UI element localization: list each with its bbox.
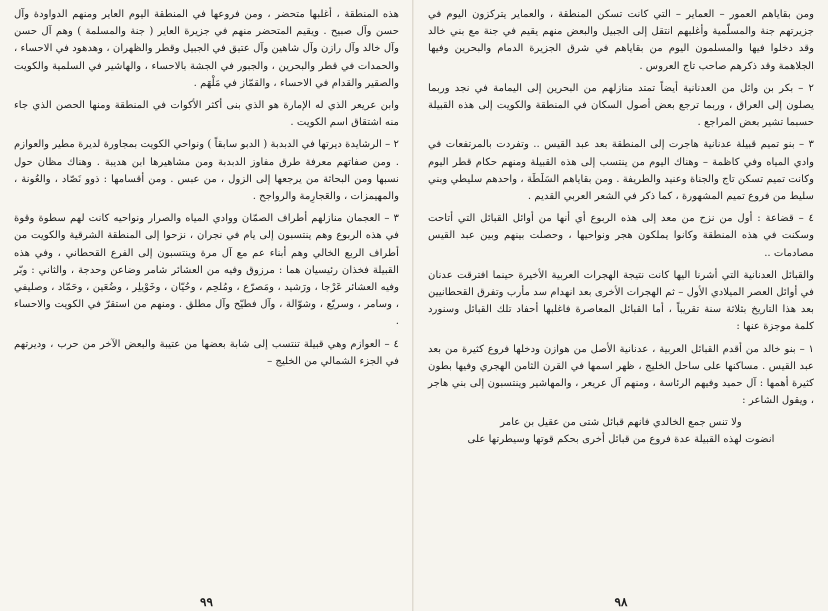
left-paragraph-2: وابن عريعر الذي له الإمارة هو الذي بنى أكثر الأكوات في المنطقة ومنها الحصن الذي جاء منه اشتقاق اسم الكويت .: [14, 100, 399, 129]
left-paragraph-1: هذه المنطقة ، أغلبها متحضر ، ومن فروعها في المنطقة اليوم العاير ومنهم الدواودة وآل حسن وآل صبيح . ويقيم المتحضر منهم في جزيرة العاير ( جنة والمسلمة ) وهم آل حسن وآل خالد وآل رازن وآل شاهين وآل عتيق في الجبيل وقطر والظهران ، وهدهود في الاحساء ، والحمدات في قطر والبحرين ، والجبور في الجشة بالاحساء ، والهاشير في السلمية والكويت والصقير والقدام في الاحساء ، والقمّاز في مَلْهَم .: [13, 9, 399, 89]
right-page: [414, 0, 828, 611]
right-paragraph-1: ومن بقاياهم العمور – العماير – التي كانت تسكن المنطقة ، والعماير يتركزون اليوم في جزيرتهم جنة والمسلّمية وأغلبهم انتقل إلى الجبيل والبعض منهم يقيم في جنة مع بني خالد وقد دخلوا فيها والمسلمون اليوم من بقاياهم في شرق الجزيرة الدمام والبحرين وفيها الجلاهمة وقد ذكرهم صاحب تاج العروس .: [428, 9, 814, 72]
left-paragraph-4: ٣ – العجمان منازلهم أطراف الصمّان ووادي المياه والصرار ونواحيه كانت لهم سطوة وقوة في هذه الربوع وهم ينتسبون إلى يام في نجران ، نزحوا إلى المنطقة الشرقية والكويت من أطراف الربع الخالي وهم أبناء عم مع آل مرة وينتسبون إلى الفرع القحطاني ، وفي هذه القبيلة فخذان رئيسيان هما : مرزوق وفيه من العشائر شامر وضاعن وحدجة ، والثاني : وبّر وفيه العشائر عَرْجا ، ورَشيد ، ومَصرّع ، ومُلحِم ، وحُيّان ، وخَوْيلِر ، وضُعَين ، وحَمّاد ، وصليفي ، وسامر ، وسريّع ، وشوّالة ، وآل فطيّح وآل مطلق . ومنهم من استقرّ في الكويت والاحساء .: [14, 213, 399, 328]
right-paragraph-5: والقبائل العدنانية التي أشرنا اليها كانت نتيجة الهجرات العربية الأخيرة حينما افترقت عدنان في أوائل العصر الميلادي الأول – ثم الهجرات الأخرى بعد انهدام سد مأرب وتفرق القحطانيين بعد هذا التاريخ بثلاثة سنة تقريباً ، أما القبائل المعاصرة فاغلبها أحفاد تلك القبائل وسنورد كلمة موجزة عنها :: [428, 269, 814, 333]
left-paragraph-5: ٤ – العوازم وهي قبيلة تنتسب إلى شابة بعضها من عتيبة والبعض الآخر من حرب ، وديرتهم في الجزء الشمالي من الخليج –: [14, 338, 399, 367]
right-paragraph-3: ٣ – بنو تميم قبيلة عدنانية هاجرت إلى المنطقة بعد عبد القيس .. وتفردت بالمرتفعات في وادي المياه وفي كاظمة – وهناك اليوم من ينتسب إلى هذه القبيلة ومنهم حكام قطر اليوم وكانت تميم تسكن تاج والجناة وعنيد والطريفة . ومن بقاياهم السَلَطَة ، واحدهم سليطي وبني سليط من فروع تميم المشهورة ، كما ذكر في الشعر العربي القديم .: [428, 139, 814, 203]
right-paragraph-2: ٢ – بكر بن وائل من العدنانية أيضاً تمتد منازلهم من البحرين إلى اليمامة في نجد وربما يصلون إلى العراق ، وربما ترجع بعض أصول السكان في المنطقة والكويت إلى هذه القبيلة حسبما تشير بعض المراجع .: [428, 82, 814, 129]
left-page-number: ٩٩: [200, 595, 213, 609]
right-page-number: ٩٨: [614, 595, 628, 609]
right-paragraph-4: ٤ – قضاعة : أول من نزح من معد إلى هذه الربوع أي أنها من أوائل القبائل التي أتاحت وسكنت في هذه المنطقة وكانوا يملكون هجر ونواحيها ، وحصلت بينهم وبين عبد القيس مصادمات ..: [428, 213, 814, 259]
closing-line: انضوت لهذه القبيلة عدة فروع من قبائل أخرى بحكم قوتها وسيطرتها على: [467, 434, 775, 446]
poem-verse: ولا تنس جمع الخالدي فانهم قبائل شتى من عقيل بن عامر: [500, 417, 742, 429]
right-paragraph-6: ١ – بنو خالد من أقدم القبائل العربية ، عدنانية الأصل من هوازن ودخلها فروع كثيرة من بعد عبد القيس . مساكنها على ساحل الخليج ، ظهر اسمها في القرن الثامن الهجري وفيها بطون كثيرة أهمها : آل حميد وفيهم الرئاسة ، ومنهم آل عريعر ، والمهاشير وينتسبون إلى بني هاجر ، ويقول الشاعر :: [428, 343, 814, 407]
left-paragraph-3: ٢ – الرشايدة ديرتها في الدبدبة ( الدبو سابقاً ) ونواحي الكويت بمجاورة لديرة مطير والعوازم . ومن صفاتهم معرفة طرق مفاوز الدبدبة ومن مشاهيرها ابن هديبة . وهناك مظان حول نسبها ومن البحاثة من يرجعها إلى الزول ، من عبس . ومن أقسامها : ذوو نَصّاد ، والعُونة ، والمهيمزات ، والعَجارِمة والرواجح .: [14, 139, 399, 203]
